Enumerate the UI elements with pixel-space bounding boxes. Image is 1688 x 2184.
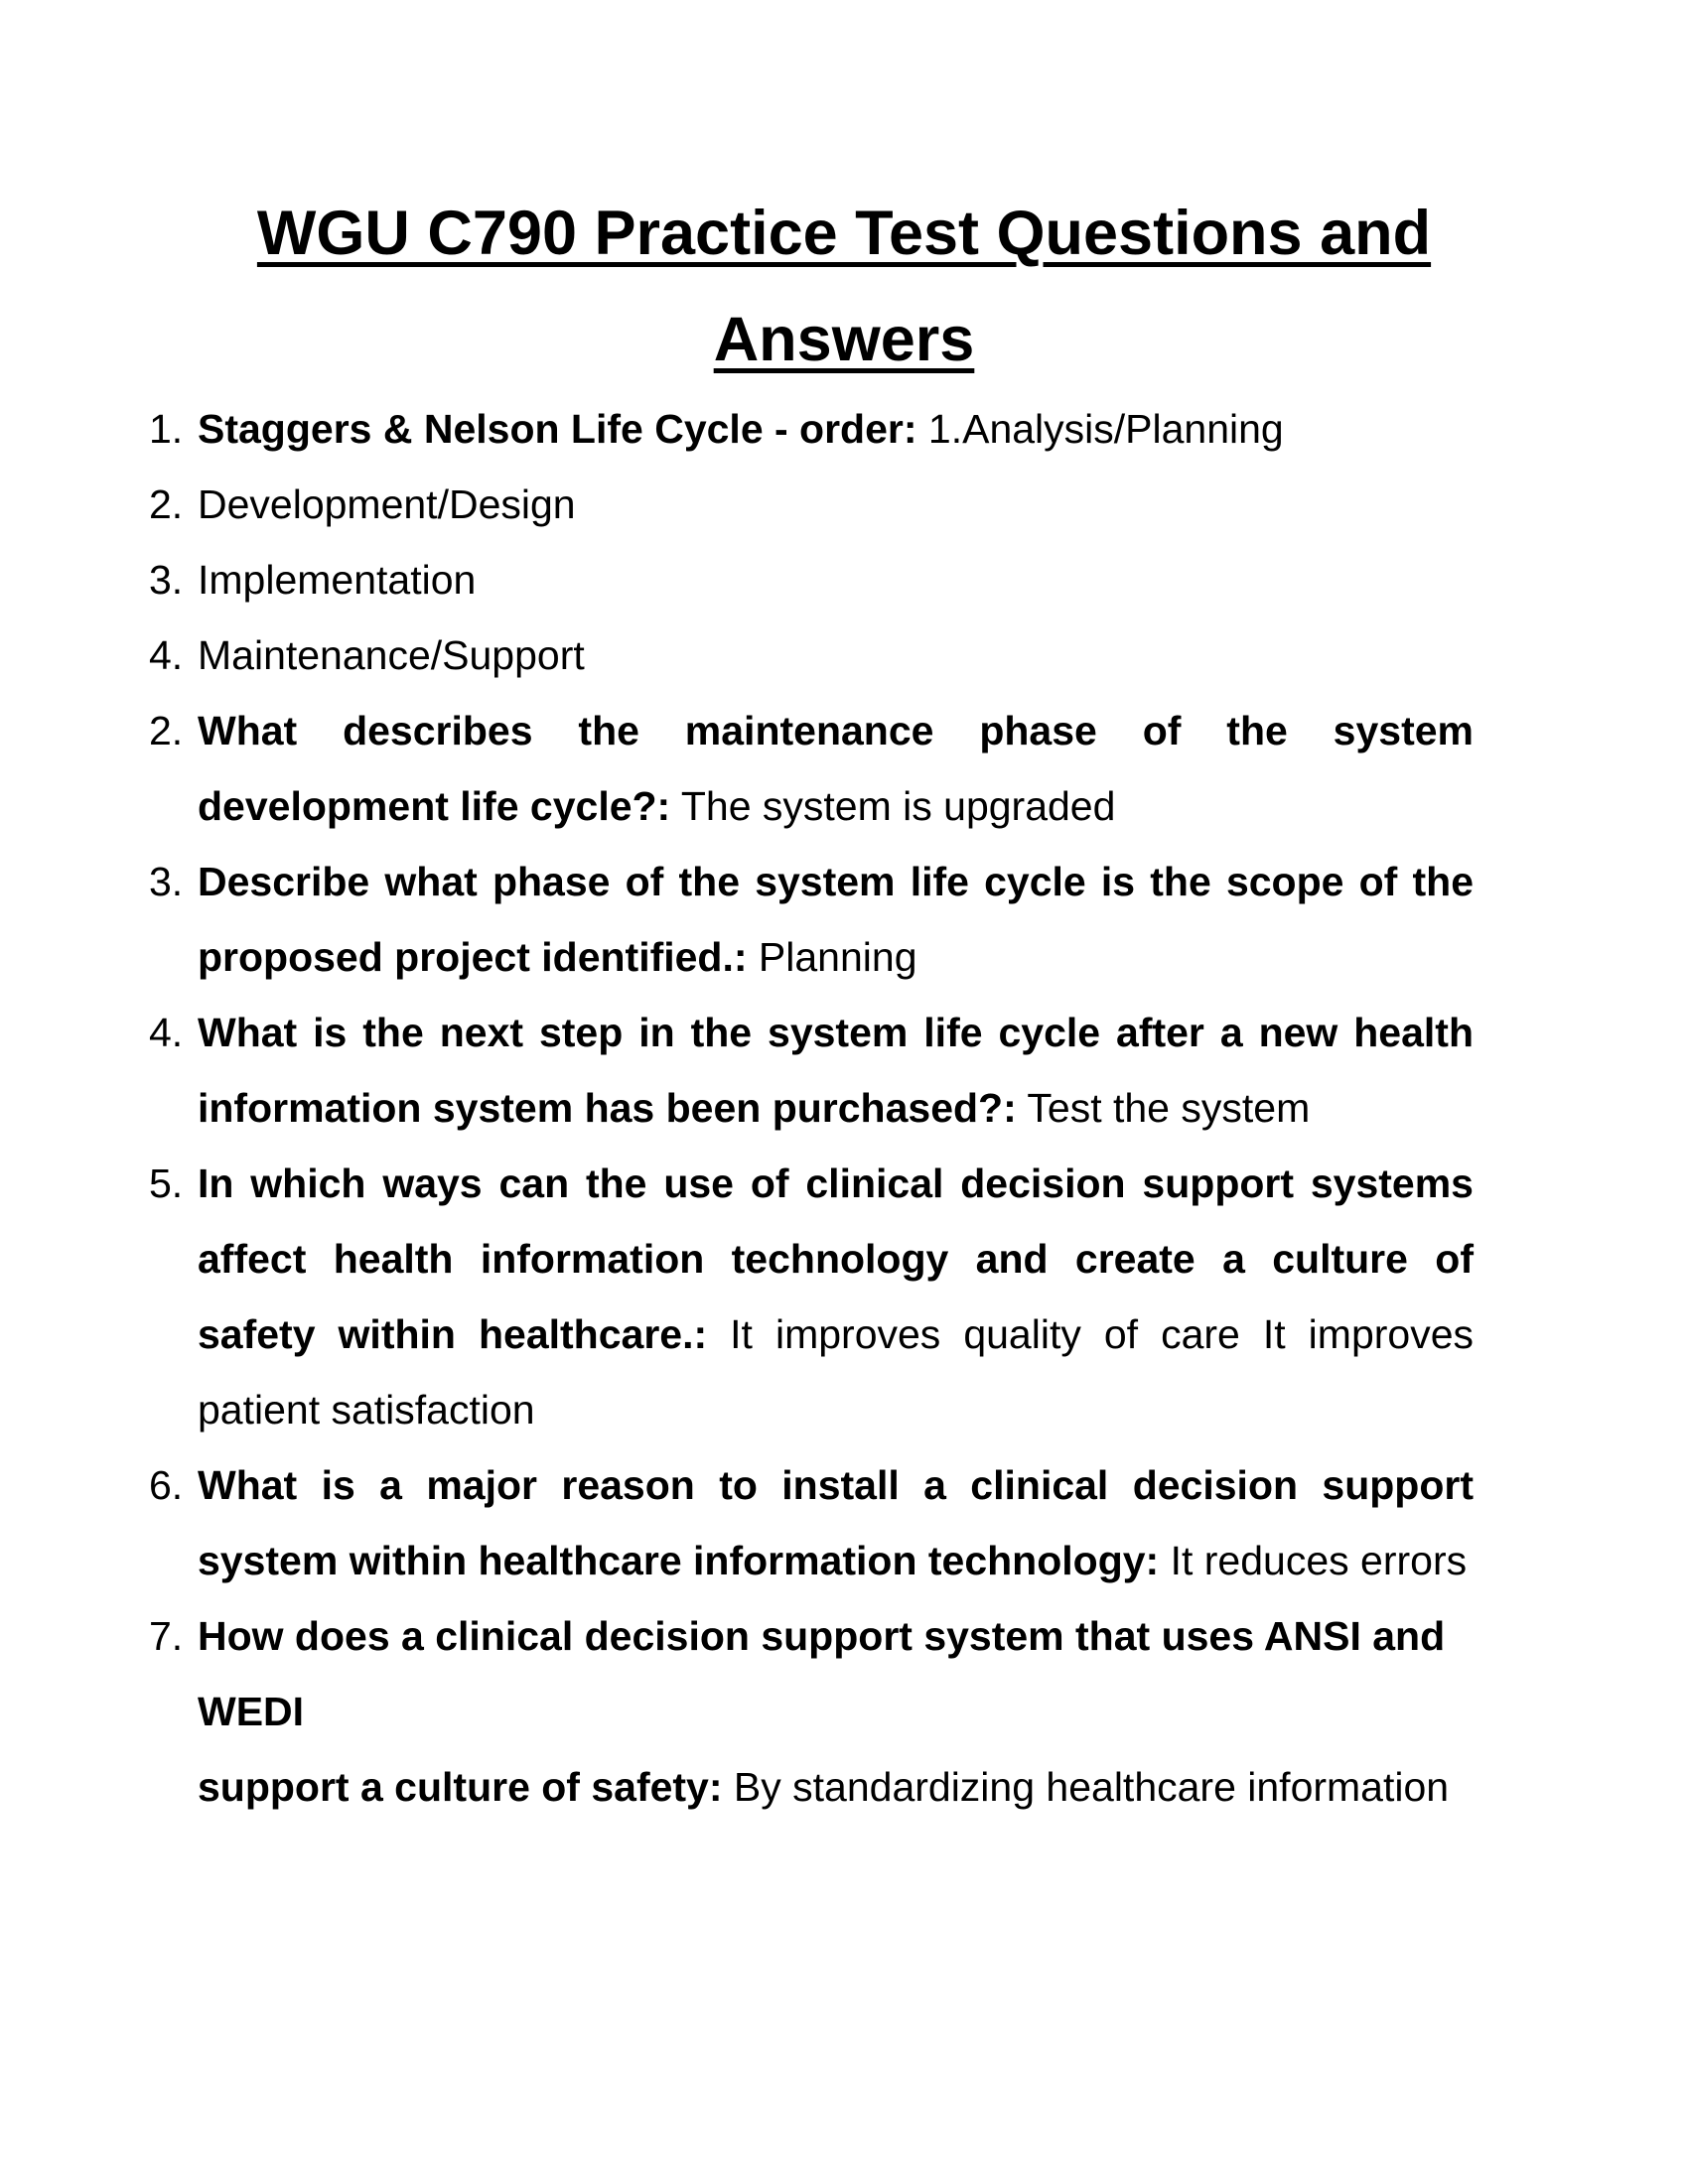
item-number: 3. [149,859,184,904]
question: What is the next step in the system life cycle after a new health information system has been purchased?: [198,1010,1474,1131]
list-item [149,1146,1474,1447]
answer: It improves quality of care It improves patient satisfaction [198,1311,1475,1433]
item-number: 2. [149,481,184,527]
item-number: 1. [149,406,184,452]
answer: 1.Analysis/Planning [916,406,1284,452]
list-item [149,617,1474,693]
answer: Maintenance/Support [198,632,585,678]
list-item [149,844,1474,995]
item-number: 2. [149,708,184,753]
list-item [149,467,1474,542]
question: In which ways can the use of clinical decision support systems affect health information technology and create a culture of safety within healthcare.: [198,1160,1474,1357]
answer: It reduces errors [1159,1538,1468,1583]
question-continued: support a culture of safety: [198,1764,723,1810]
title-line-2: Answers [713,305,975,374]
item-number: 7. [149,1613,184,1659]
item-number: 4. [149,632,184,678]
answer: The system is upgraded [670,783,1116,829]
document-title [0,181,1688,393]
question: Describe what phase of the system life cycle is the scope of the proposed project identified.: [198,859,1474,980]
answer: Implementation [198,557,477,603]
list-item [149,542,1474,617]
item-number: 6. [149,1462,184,1508]
answer: Test the system [1016,1085,1311,1131]
question: What is a major reason to install a clinical decision support system within healthcare information technology: [198,1462,1474,1583]
question: Staggers & Nelson Life Cycle - order: [198,406,917,452]
list-item [149,693,1474,844]
question: How does a clinical decision support system that uses ANSI and WEDI [198,1613,1446,1734]
item-number: 5. [149,1160,184,1206]
question: What describes the maintenance phase of the system development life cycle?: [198,708,1474,829]
list-item [149,1598,1474,1825]
item-number: 3. [149,557,184,603]
answer: By standardizing healthcare information [722,1764,1450,1810]
item-number: 4. [149,1010,184,1055]
answer: Development/Design [198,481,576,527]
list-item [149,1447,1474,1598]
title-line-1: WGU C790 Practice Test Questions and [256,199,1432,268]
answer: Planning [747,934,917,980]
qa-list [149,391,1474,1825]
list-item [149,995,1474,1146]
list-item [149,391,1474,467]
